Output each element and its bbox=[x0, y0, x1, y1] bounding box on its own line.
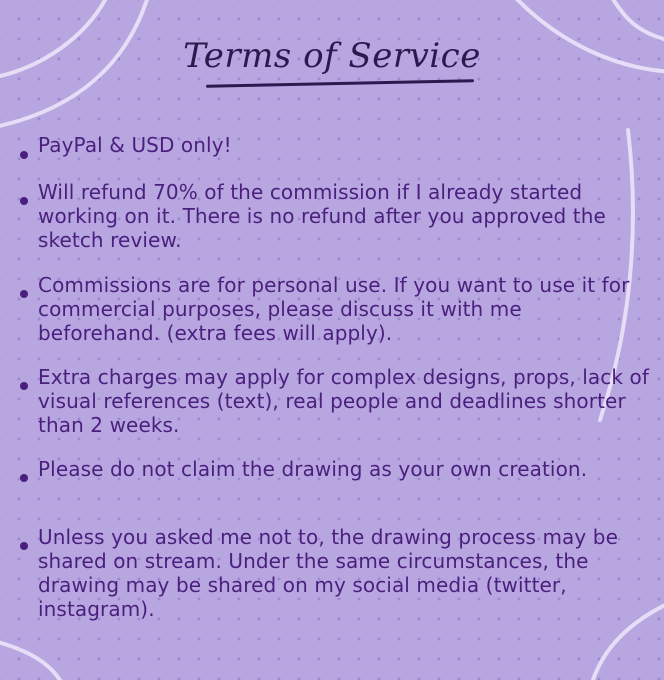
bullet-icon bbox=[20, 290, 28, 298]
bullet-icon bbox=[20, 197, 28, 205]
term-text: Will refund 70% of the commission if I already started working on it. There is no refund after you approved the sketch review. bbox=[38, 180, 606, 252]
term-text: PayPal & USD only! bbox=[38, 133, 232, 157]
bullet-icon bbox=[20, 474, 28, 482]
term-text: Commissions are for personal use. If you want to use it for commercial purposes, please discuss it with me beforehand. (extra fees will apply). bbox=[38, 273, 630, 345]
title-underline bbox=[206, 79, 474, 88]
bottom-left-arc bbox=[0, 640, 65, 680]
bullet-icon bbox=[20, 542, 28, 550]
term-text: Please do not claim the drawing as your own creation. bbox=[38, 457, 588, 481]
bullet-icon bbox=[20, 382, 28, 390]
page-title: Terms of Service bbox=[183, 36, 481, 76]
term-text: Extra charges may apply for complex designs, props, lack of visual references (text), real people and deadlines shorter than 2 weeks. bbox=[38, 365, 649, 437]
bullet-icon bbox=[20, 151, 28, 159]
term-text: Unless you asked me not to, the drawing process may be shared on stream. Under the same circumstances, the drawing may be shared on my social media (twitter, instagram). bbox=[38, 525, 618, 621]
